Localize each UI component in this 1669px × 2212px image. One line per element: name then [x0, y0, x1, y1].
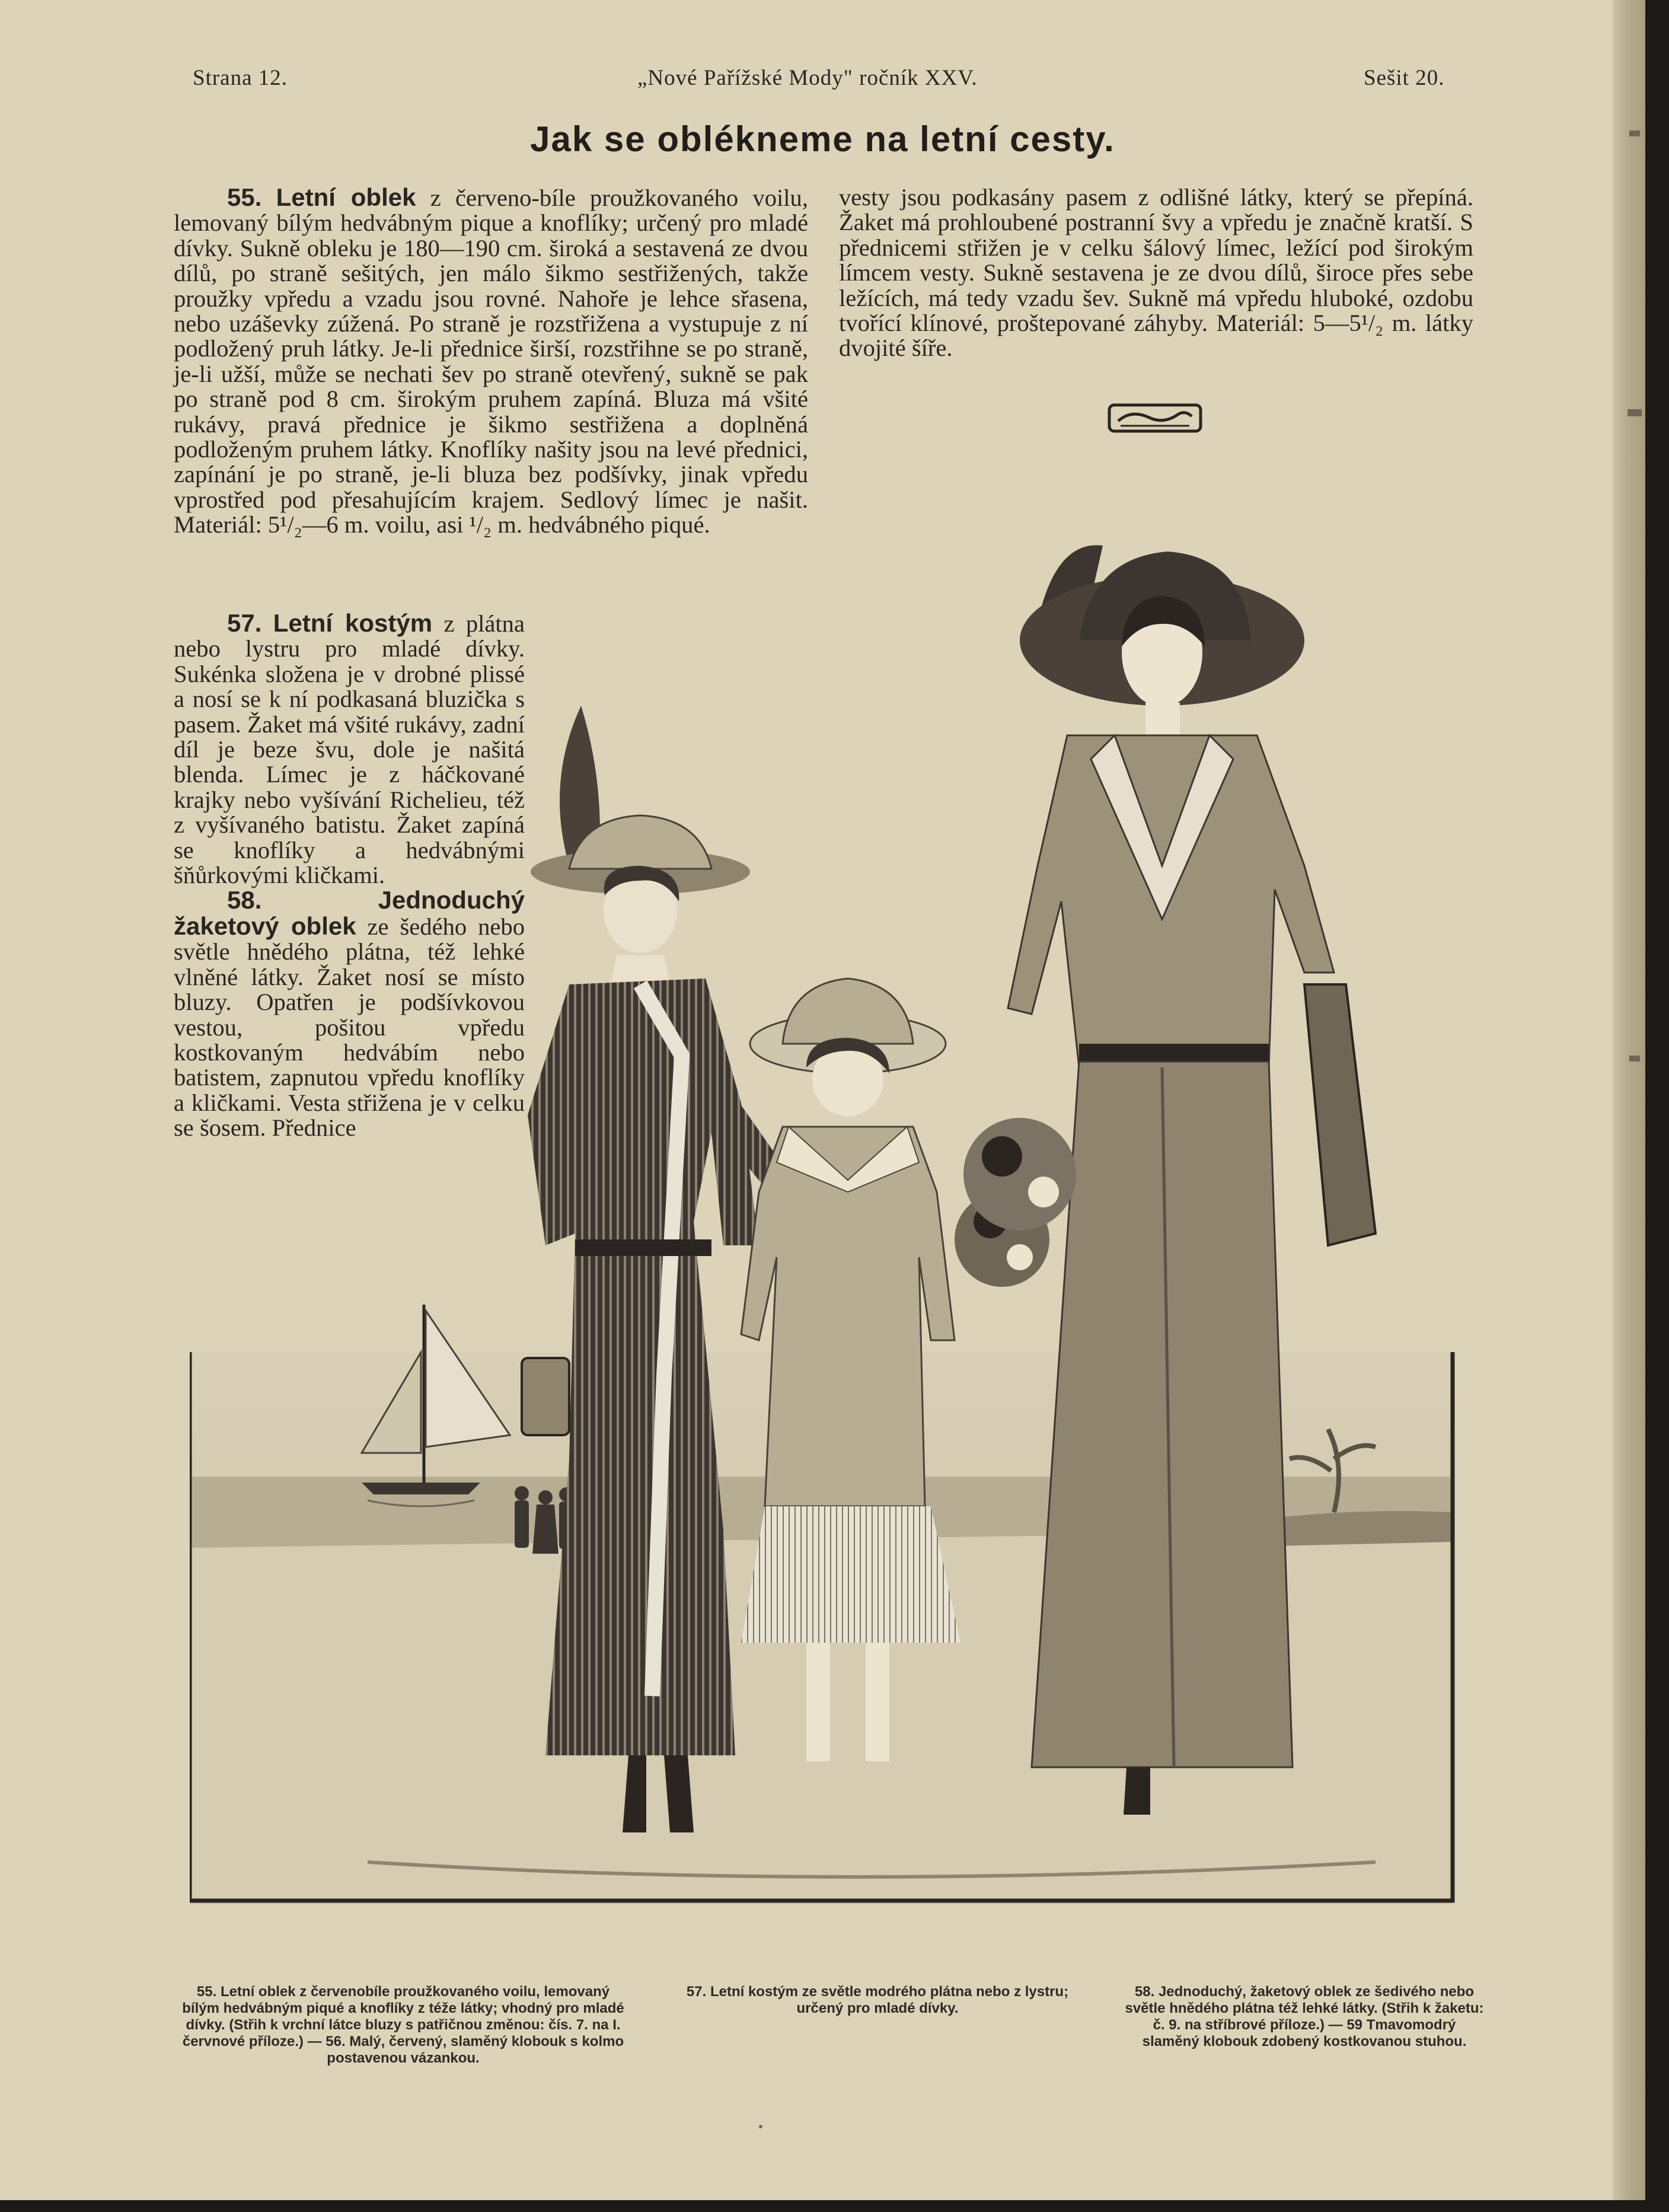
- caption-55: 55. Letní oblek z červenobíle proužkovaného voilu, lemovaný bílým hedvábným piqué a knoflíky z téže látky; vhodný pro mladé dívky. (Střih k vrchní látce bluzy s patřičnou změnou: čís. 7. na I. červnové příloze.) — 56. Malý, červený, slaměný klobouk s kolmo postavenou vázankou.: [182, 1984, 624, 2066]
- item-heading-55: Letní oblek: [276, 183, 416, 211]
- item-text-55: z červeno-bíle proužkovaného voilu, lemovaný bílým hedvábným pique a knoflíky; určený pro mladé dívky. Sukně obleku je 180—190 cm. široká a sestavená ze dvou dílů, po straně sešitých, jen málo šikmo sestřižených, takže proužky vpředu a vzadu jsou rovné. Nahoře je lehce sřasena, nebo uzáševky zúžená. Po straně je rozstřižena a vystupuje z ní podložený pruh látky. Je-li přednice širší, rozstřihne se po straně, je-li užší, může se nechati šev po straně otevřený, sukně se pak po straně pod 8 cm. širokým pruhem zapíná. Bluza má všité rukávy, pravá přednice je šikmo sestřižena a doplněná podloženým pruhem látky. Knoflíky našity jsou na levé přednici, zapínání je po straně, je-li bluza bez podšívky, jinak vpředu vprostřed pod přesahujícím krajem. Sedlový límec je našit. Materiál: 5¹/₂—6 m. voilu, asi ¹/₂ m. hedvábného piqué.: [174, 184, 808, 538]
- margin-mark: [1627, 409, 1642, 416]
- page-number: Strana 12.: [193, 66, 288, 90]
- fashion-illustration: [190, 451, 1494, 1969]
- item-number-57: 57.: [227, 609, 262, 637]
- item-heading-57: Letní kostým: [273, 609, 433, 637]
- caption-58: 58. Jednoduchý, žaketový oblek ze šedivého nebo světle hnědého plátna též lehké látky. (Střih k žaketu: č. 9. na stříbrové příloze.) — 59 Tmavomodrý slaměný klobouk zdobený kostkovanou stuhou.: [1125, 1984, 1484, 2050]
- page-dot: [759, 2125, 762, 2128]
- article-title: Jak se oblékneme na letní cesty.: [530, 119, 1115, 159]
- issue-number: Sešit 20.: [1364, 66, 1445, 90]
- caption-57: 57. Letní kostým ze světle modrého plátna nebo z lystru; určený pro mladé dívky.: [686, 1984, 1069, 2016]
- item-number-55: 55.: [227, 183, 262, 211]
- magazine-title: „Nové Pařížské Mody" ročník XXV.: [637, 66, 978, 90]
- paragraph-58-continued: vesty jsou podkasány pasem z odlišné látky, který se přepíná. Žaket má prohloubené postranní švy a vpředu je značně kratší. S přednicemi střižen je v celku šálový límec, ležící pod širokým límcem vesty. Sukně sestavena je ze dvou dílů, široce přes sebe ležících, má tedy vzadu šev. Sukně má vpředu hluboké, ozdobu tvořící klínové, proštepované záhyby. Materiál: 5—5¹/₂ m. látky dvojité šíře.: [839, 184, 1473, 362]
- item-text-58: ze šedého nebo světle hnědého plátna, též lehké vlněné látky. Žaket nosí se místo bluzy. Opatřen je podšívkovou vestou, pošitou vpředu kostkovaným hedvábím nebo batistem, zapnutou vpředu knoflíky a kličkami. Vesta střižena je v celku se šosem. Přednice: [174, 913, 525, 1142]
- article-text-right: [839, 185, 1473, 361]
- item-text-57: z plátna nebo lystru pro mladé dívky. Sukénka složena je v drobné plissé a nosí se k ní podkasaná bluzička s pasem. Žaket má všité rukávy, zadní díl je beze švu, dole je našitá blenda. Límec je z háčkované krajky nebo vyšívání Richelieu, též z vyšívaného batistu. Žaket zapíná se knoflíky a hedvábnými šňůrkovými kličkami.: [174, 610, 525, 889]
- item-number-58: 58.: [227, 886, 262, 914]
- margin-mark: [1629, 1056, 1640, 1062]
- margin-mark: [1629, 130, 1640, 136]
- item-heading-58: Jednoduchý žaketový oblek: [174, 886, 525, 940]
- page-binding-edge: [1613, 0, 1645, 2200]
- publisher-ornament-icon: [1108, 403, 1202, 433]
